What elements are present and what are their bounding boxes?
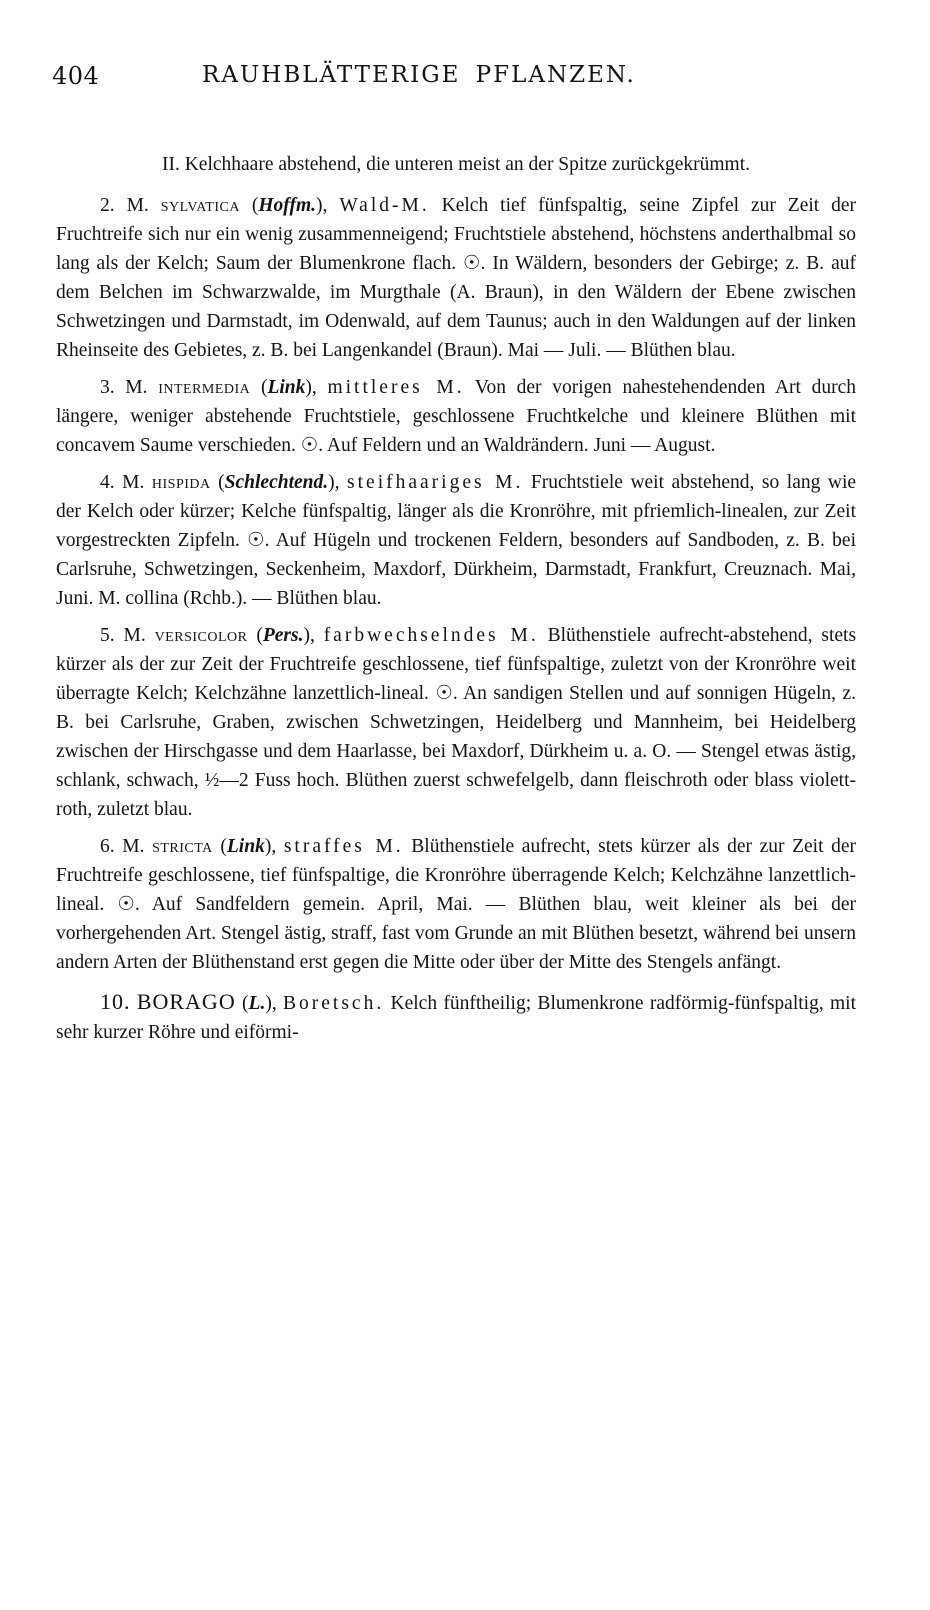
author-name: L.: [248, 993, 266, 1014]
species-name: intermedia: [158, 377, 251, 398]
author-name: Pers.: [262, 625, 304, 646]
author-open: (: [218, 472, 225, 493]
running-title: RAUHBLÄTTERIGE PFLANZEN.: [202, 62, 636, 88]
author-open: (: [260, 377, 268, 398]
entry-text: Blüthenstiele aufrecht, stets kürzer als der zur Zeit der Fruchtreife geschlossene, tief fünfspaltige, die Kronröhre überragende Kelch; Kelchzähne lanzettlich-lineal. ☉. Auf Sandfeldern gemein. April, Mai. — Blüthen blau, weit kleiner als bei der vorhergehenden Art. Stengel ästig, straff, fast vom Grunde an mit Blüthen besetzt, während bei unsern andern Arten der Blüthenstand erst gegen die Mitte oder über der Mitte des Stengels anfängt.: [56, 836, 857, 973]
author-open: (: [242, 993, 249, 1014]
author-close: ),: [265, 993, 277, 1014]
section-subheading: II. Kelchhaare abstehend, die unteren meist an der Spitze zurückgekrümmt.: [161, 154, 751, 175]
species-entry-versicolor: [56, 621, 856, 824]
entry-number: 4. M.: [100, 472, 145, 493]
author-name: Link: [226, 836, 265, 857]
species-name: versicolor: [154, 625, 248, 646]
species-entry-intermedia: [56, 373, 856, 460]
author-name: Link: [267, 377, 306, 398]
page-number: 404: [52, 62, 100, 90]
entry-text: Von der vorigen nahestehendenden Art durch längere, weniger abstehende Fruchtstiele, geschlossene Fruchtkelche und kleinere Blüthen mit concavem Saume verschieden. ☉. Auf Feldern und an Waldrändern. Juni — August.: [56, 377, 857, 456]
common-name: straffes M.: [283, 836, 404, 857]
species-entry-sylvatica: [56, 191, 856, 365]
author-close: ),: [264, 836, 277, 857]
page-body: [56, 150, 856, 1055]
author-close: ),: [316, 195, 328, 216]
entry-text: Kelch tief fünfspaltig, seine Zipfel zur Zeit der Fruchtreife sich nur ein wenig zusammenneigend; Fruchtstiele abstehend, höchstens anderthalbmal so lang als der Kelch; Saum der Blumenkrone flach. ☉. In Wäldern, besonders der Gebirge; z. B. auf dem Belchen im Schwarzwalde, im Murgthale (A. Braun), in den Wäldern der Ebene zwischen Schwetzingen und Darmstadt, im Odenwald, auf dem Taunus; auch in den Waldungen auf der linken Rheinseite des Gebietes, z. B. bei Langenkandel (Braun). Mai — Juli. — Blüthen blau.: [56, 195, 857, 361]
species-entry-stricta: [56, 832, 856, 977]
genus-name: BORAGO: [136, 989, 236, 1014]
entry-number: 5. M.: [100, 625, 146, 646]
genus-entry-borago: [56, 987, 856, 1047]
entry-number: 2. M.: [100, 195, 149, 216]
common-name: Boretsch.: [283, 993, 385, 1014]
common-name: mittleres M.: [327, 377, 465, 398]
entry-text: Kelch fünftheilig; Blumenkrone radförmig-fünfspaltig, mit sehr kurzer Röhre und eiförmi-: [56, 993, 857, 1043]
author-close: ),: [303, 625, 315, 646]
author-name: Schlechtend.: [224, 472, 329, 493]
entry-text: Fruchtstiele weit abstehend, so lang wie der Kelch oder kürzer; Kelche fünfspaltig, länger als die Kronröhre, mit pfriemlich-linealen, zur Zeit vorgestreckten Zipfeln. ☉. Auf Hügeln und trockenen Feldern, besonders auf Sandboden, z. B. bei Carlsruhe, Schwetzingen, Seckenheim, Maxdorf, Dürkheim, Darmstadt, Frankfurt, Creuznach. Mai, Juni. M. collina (Rchb.). — Blüthen blau.: [56, 472, 857, 609]
entry-number: 3. M.: [100, 377, 148, 398]
entry-number: 6. M.: [100, 836, 145, 857]
author-close: ),: [328, 472, 340, 493]
page-header: [52, 62, 872, 102]
species-name: sylvatica: [160, 195, 240, 216]
author-open: (: [256, 625, 263, 646]
author-open: (: [220, 836, 227, 857]
common-name: Wald-M.: [339, 195, 430, 216]
species-name: stricta: [152, 836, 213, 857]
common-name: steifhaariges M.: [347, 472, 524, 493]
author-name: Hoffm.: [258, 195, 316, 216]
species-name: hispida: [151, 472, 211, 493]
author-open: (: [251, 195, 259, 216]
entry-text: Blüthenstiele aufrecht-abstehend, stets kürzer als der zur Zeit der Fruchtreife geschlossene, tief fünfspaltige, zuletzt von der Kronröhre weit überragte Kelch; Kelchzähne lanzettlich-lineal. ☉. An sandigen Stellen und auf sonnigen Hügeln, z. B. bei Carlsruhe, Graben, zwischen Schwetzingen, Heidelberg und Mannheim, bei Heidelberg zwischen der Hirschgasse und dem Haarlasse, bei Maxdorf, Dürkheim u. a. O. — Stengel etwas ästig, schlank, schwach, ½—2 Fuss hoch. Blüthen zuerst schwefelgelb, dann fleischroth oder blass violett-roth, zuletzt blau.: [56, 625, 857, 820]
genus-number: 10.: [100, 989, 131, 1014]
species-entry-hispida: [56, 468, 856, 613]
author-close: ),: [305, 377, 317, 398]
common-name: farbwechselndes M.: [323, 625, 539, 646]
